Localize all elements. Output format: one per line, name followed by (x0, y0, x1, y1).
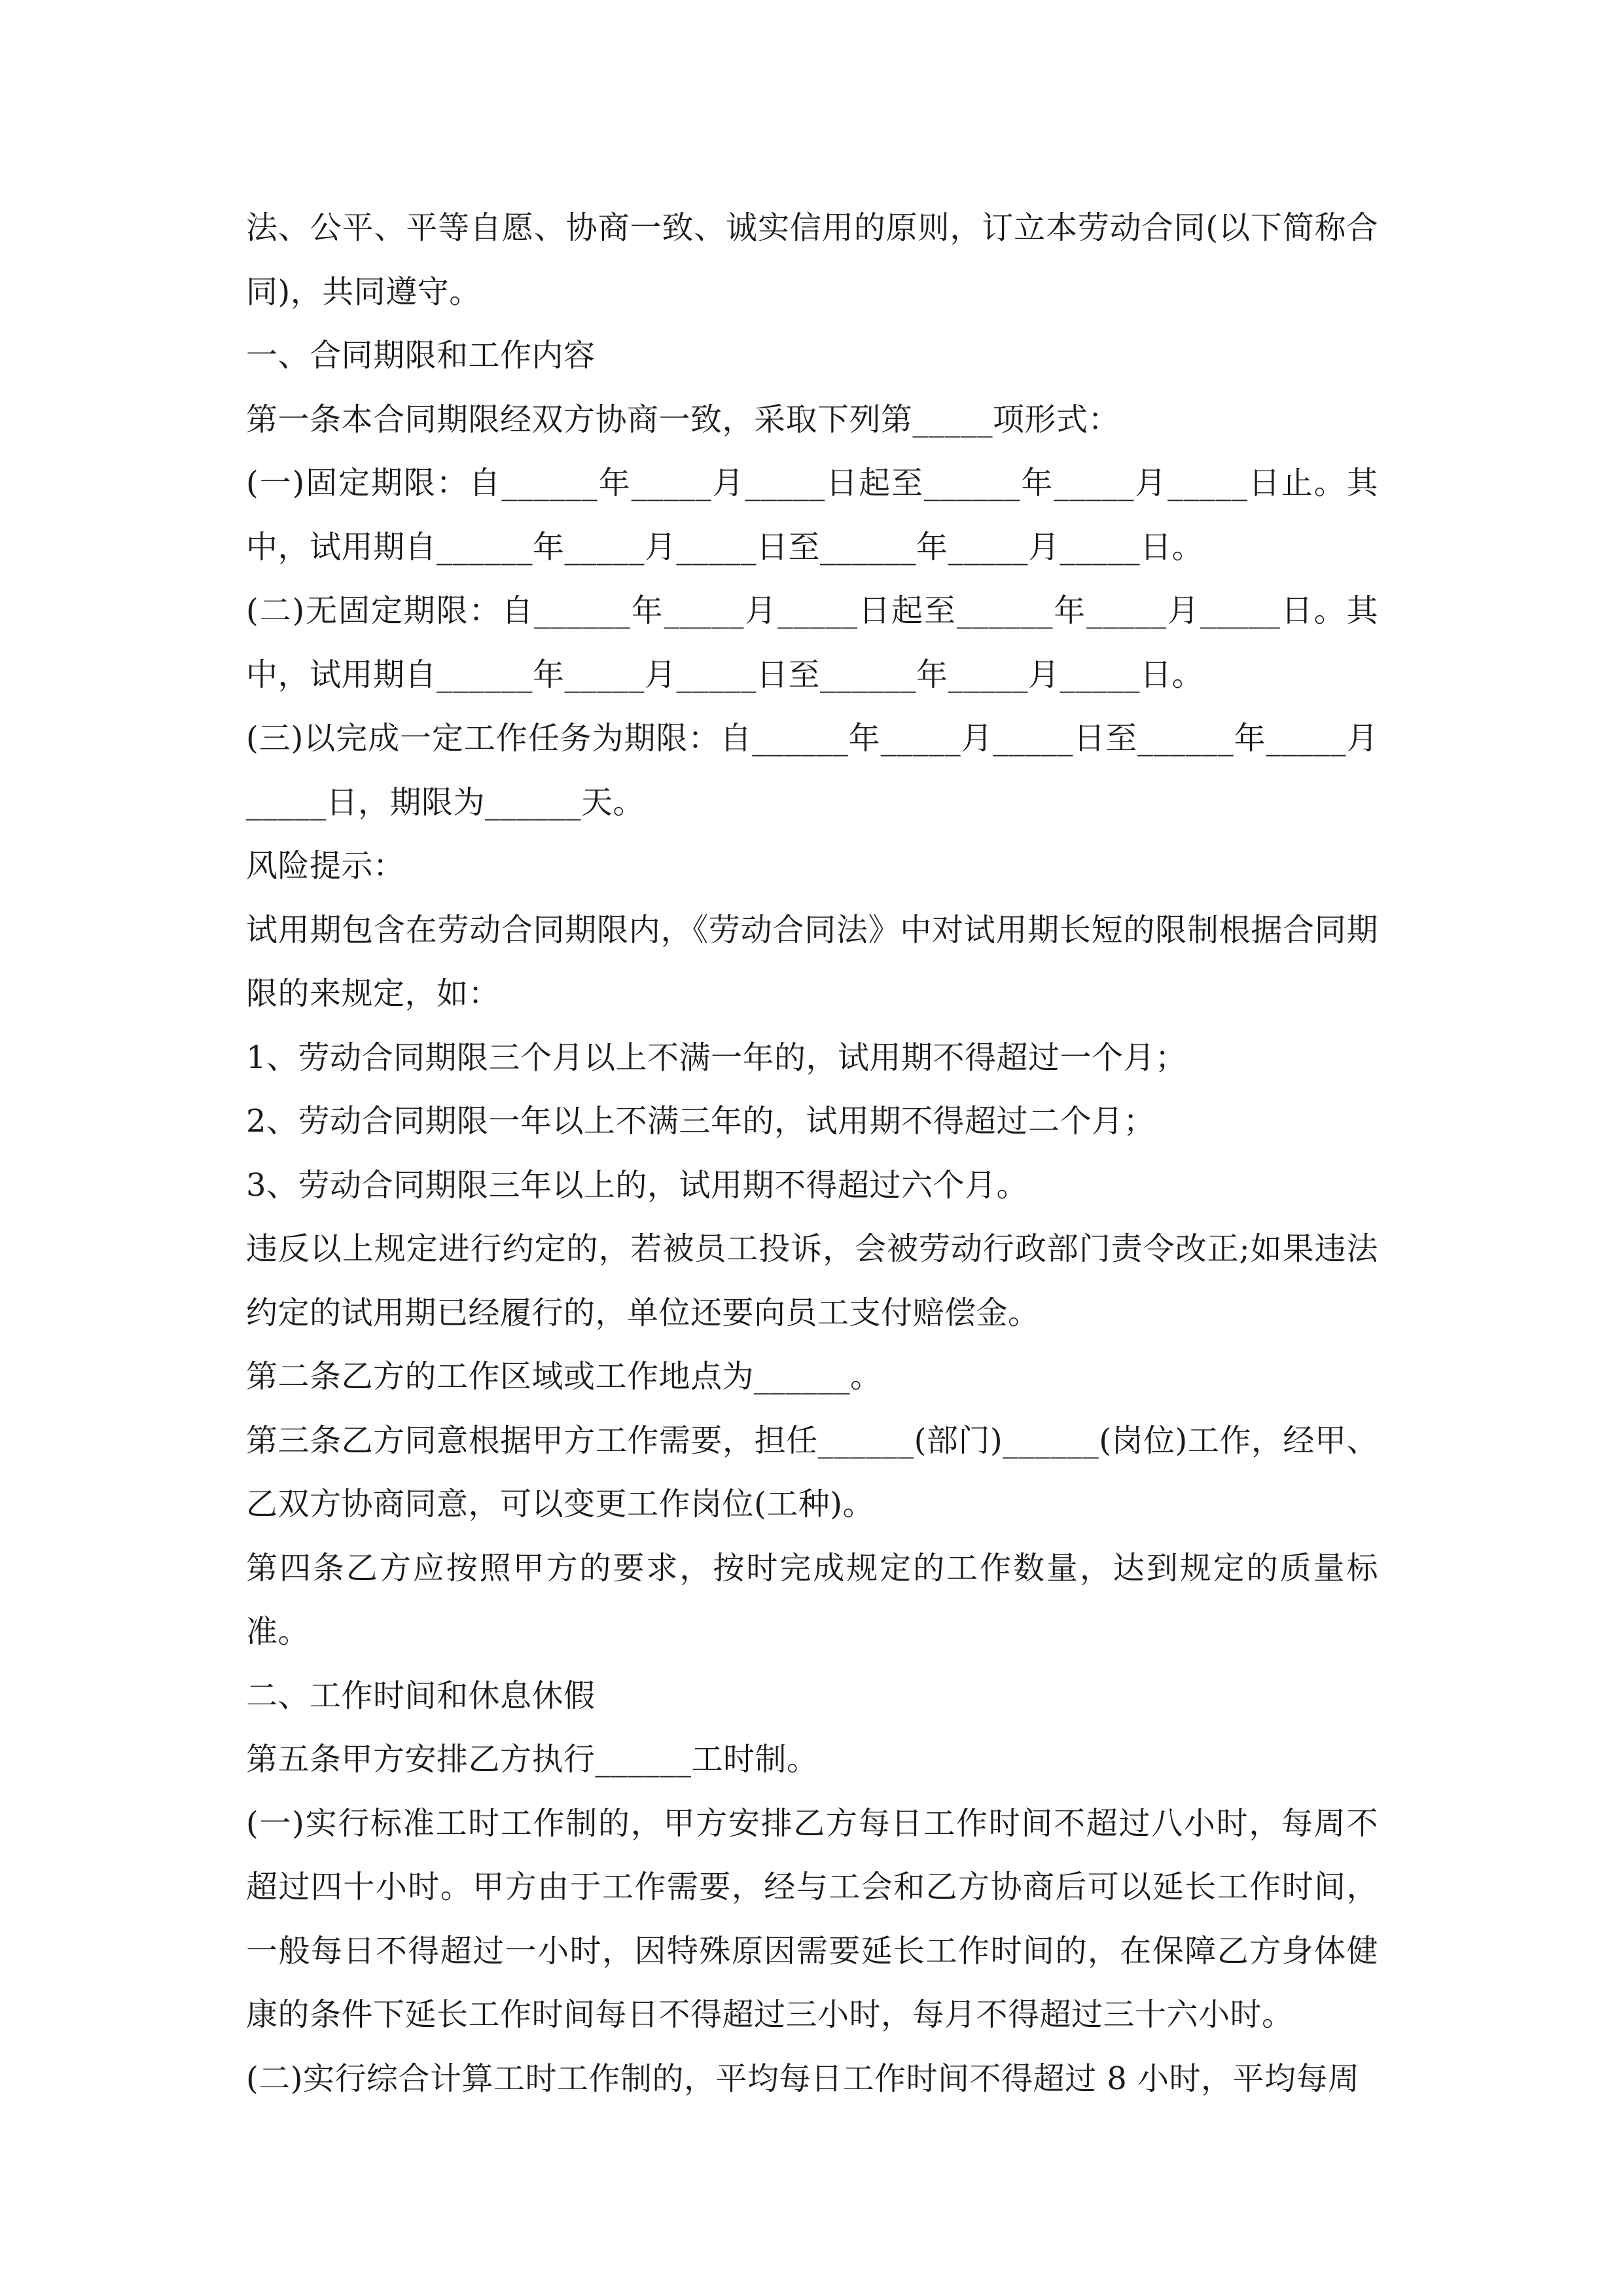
risk-item-1: 1、劳动合同期限三个月以上不满一年的，试用期不得超过一个月； (246, 1039, 1187, 1076)
heading-contract-term: 一、合同期限和工作内容 (246, 337, 596, 374)
article-2: 第二条乙方的工作区域或工作地点为______。 (246, 1358, 882, 1395)
article-3: 第三条乙方同意根据甲方工作需要，担任______(部门)______(岗位)工作，经甲、乙双方协商同意，可以变更工作岗位(工种)。 (246, 1422, 1378, 1522)
document-body (246, 196, 1378, 2111)
article-4: 第四条乙方应按照甲方的要求，按时完成规定的工作数量，达到规定的质量标准。 (246, 1549, 1378, 1650)
clause-comprehensive-hours: (二)实行综合计算工时工作制的，平均每日工作时间不得超过 8 小时，平均每周 (246, 2060, 1360, 2097)
clause-open-term: (二)无固定期限：自______年_____月_____日起至______年_____月_____日。其中，试用期自______年_____月_____日至______年_____月_____日。 (246, 592, 1378, 693)
risk-notice-title: 风险提示： (246, 848, 405, 884)
paragraph-principles: 法、公平、平等自愿、协商一致、诚实信用的原则，订立本劳动合同(以下简称合同)，共同遵守。 (246, 209, 1378, 310)
article-5: 第五条甲方安排乙方执行______工时制。 (246, 1741, 819, 1778)
clause-task-term: (三)以完成一定工作任务为期限：自______年_____月_____日至______年_____月_____日，期限为______天。 (246, 720, 1378, 821)
clause-fixed-term: (一)固定期限：自______年_____月_____日起至______年_____月_____日止。其中，试用期自______年_____月_____日至______年_____月_____日。 (246, 465, 1378, 565)
clause-standard-hours: (一)实行标准工时工作制的，甲方安排乙方每日工作时间不超过八小时，每周不超过四十小时。甲方由于工作需要，经与工会和乙方协商后可以延长工作时间，一般每日不得超过一小时，因特殊原因需要延长工作时间的，在保障乙方身体健康的条件下延长工作时间每日不得超过三小时，每月不得超过三十六小时。 (246, 1804, 1378, 2033)
heading-working-hours: 二、工作时间和休息休假 (246, 1677, 596, 1714)
risk-violation: 违反以上规定进行约定的，若被员工投诉，会被劳动行政部门责令改正;如果违法约定的试用期已经履行的，单位还要向员工支付赔偿金。 (246, 1230, 1378, 1331)
risk-notice-intro: 试用期包含在劳动合同期限内，《劳动合同法》中对试用期长短的限制根据合同期限的来规定，如： (246, 911, 1378, 1012)
risk-item-2: 2、劳动合同期限一年以上不满三年的，试用期不得超过二个月； (246, 1103, 1156, 1139)
article-1: 第一条本合同期限经双方协商一致，采取下列第_____项形式： (246, 401, 1120, 438)
risk-item-3: 3、劳动合同期限三年以上的，试用期不得超过六个月。 (246, 1166, 1029, 1204)
